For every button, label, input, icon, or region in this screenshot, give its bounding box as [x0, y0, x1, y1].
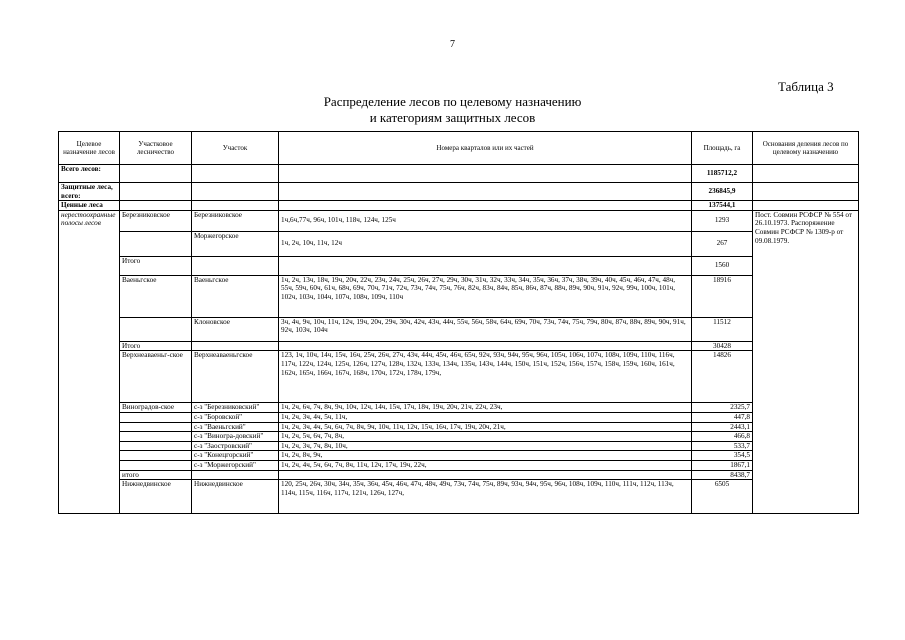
area-cell: 14826 — [692, 351, 753, 403]
header-purpose: Целевое назначение лесов — [59, 132, 120, 165]
valuable-label: Ценные леса — [59, 201, 120, 211]
site-cell: Березниковское — [192, 210, 279, 231]
quarters-cell: 1ч, 2ч, 4ч, 5ч, 6ч, 7ч, 8ч, 11ч, 12ч, 17ч, 19ч, 22ч, — [279, 460, 692, 470]
quarters-cell: 120, 25ч, 26ч, 30ч, 34ч, 35ч, 36ч, 45ч, 46ч, 47ч, 48ч, 49ч, 73ч, 74ч, 75ч, 89ч, 93ч, 94ч, 95ч, 96ч, 108ч, 109ч, 110ч, 111ч, 112ч, 113ч, 114ч, 115ч, 116ч, 117ч, 121ч, 126ч, 127ч, — [279, 480, 692, 514]
table-row — [59, 480, 859, 514]
header-site: Участок — [192, 132, 279, 165]
forestry-cell: Верхнеаваеньг-ское — [120, 351, 192, 403]
site-cell: с-з "Березниковский" — [192, 403, 279, 413]
quarters-cell: 1ч, 2ч, 10ч, 11ч, 12ч — [279, 231, 692, 256]
site-cell: Клоновское — [192, 317, 279, 341]
area-cell: 11512 — [692, 317, 753, 341]
area-cell: 267 — [692, 231, 753, 256]
subtotal-value: 30428 — [692, 341, 753, 351]
site-cell: Ваеньгское — [192, 275, 279, 317]
site-cell: с-з "Виногра-довский" — [192, 432, 279, 442]
quarters-cell: 1ч, 2ч, 8ч, 9ч, — [279, 451, 692, 461]
header-area: Площадь, га — [692, 132, 753, 165]
site-cell: с-з "Заостровский" — [192, 441, 279, 451]
table-row — [59, 201, 859, 211]
area-cell: 6505 — [692, 480, 753, 514]
table-row — [59, 412, 859, 422]
area-cell: 533,7 — [692, 441, 753, 451]
area-cell: 2443,1 — [692, 422, 753, 432]
quarters-cell: 1ч, 2ч, 3ч, 4ч, 5ч, 6ч, 7ч, 8ч, 9ч, 10ч, 11ч, 12ч, 15ч, 16ч, 17ч, 19ч, 20ч, 21ч, — [279, 422, 692, 432]
site-cell: с-з "Моржегорский" — [192, 460, 279, 470]
title-line-2: и категориям защитных лесов — [369, 110, 536, 125]
total-value: 1185712,2 — [692, 165, 753, 183]
table-row — [59, 441, 859, 451]
valuable-value: 137544,1 — [692, 201, 753, 211]
quarters-cell: 1ч, 2ч, 5ч, 6ч, 7ч, 8ч, — [279, 432, 692, 442]
site-cell: с-з "Боровской" — [192, 412, 279, 422]
table-row — [59, 422, 859, 432]
quarters-cell: 1ч, 2ч, 3ч, 7ч, 8ч, 10ч, — [279, 441, 692, 451]
category-cell: нерестоохранные полосы лесов — [59, 210, 120, 513]
area-cell: 18916 — [692, 275, 753, 317]
table-row — [59, 165, 859, 183]
table-row — [59, 275, 859, 317]
subtotal-label: Итого — [120, 341, 192, 351]
total-label: Всего лесов: — [59, 165, 120, 183]
subtotal-value: 1560 — [692, 256, 753, 275]
quarters-cell: 3ч, 4ч, 9ч, 10ч, 11ч, 12ч, 19ч, 20ч, 29ч, 30ч, 42ч, 43ч, 44ч, 55ч, 56ч, 58ч, 64ч, 69ч, 70ч, 73ч, 74ч, 75ч, 79ч, 80ч, 87ч, 88ч, 89ч, 90ч, 91ч, 92ч, 103ч, 104ч — [279, 317, 692, 341]
quarters-cell: 123, 1ч, 10ч, 14ч, 15ч, 16ч, 25ч, 26ч, 27ч, 43ч, 44ч, 45ч, 46ч, 65ч, 92ч, 93ч, 94ч, 95ч, 96ч, 105ч, 106ч, 107ч, 108ч, 109ч, 110ч, 116ч, 117ч, 122ч, 124ч, 125ч, 126ч, 127ч, 128ч, 132ч, 133ч, 134ч, 135ч, 143ч, 144ч, 150ч, 151ч, 152ч, 156ч, 157ч, 158ч, 159ч, 160ч, 161ч, 162ч, 165ч, 166ч, 167ч, 168ч, 170ч, 172ч, 178ч, 179ч, — [279, 351, 692, 403]
table-row — [59, 210, 859, 231]
quarters-cell: 1ч, 2ч, 13ч, 18ч, 19ч, 20ч, 22ч, 23ч, 24ч, 25ч, 26ч, 27ч, 29ч, 30ч, 31ч, 32ч, 33ч, 34ч, 35ч, 36ч, 37ч, 38ч, 39ч, 40ч, 45ч, 46ч, 47ч, 48ч, 55ч, 59ч, 60ч, 61ч, 68ч, 69ч, 70ч, 71ч, 72ч, 73ч, 74ч, 75ч, 76ч, 82ч, 83ч, 84ч, 85ч, 86ч, 87ч, 88ч, 89ч, 90ч, 91ч, 92ч, 99ч, 100ч, 101ч, 102ч, 103ч, 104ч, 107ч, 108ч, 109ч, 110ч — [279, 275, 692, 317]
area-cell: 466,8 — [692, 432, 753, 442]
area-cell: 1867,1 — [692, 460, 753, 470]
site-cell: с-з "Конецгорский" — [192, 451, 279, 461]
table-row — [59, 432, 859, 442]
table-row — [59, 351, 859, 403]
area-cell: 2325,7 — [692, 403, 753, 413]
table-row — [59, 256, 859, 275]
quarters-cell: 1ч, 2ч, 6ч, 7ч, 8ч, 9ч, 10ч, 12ч, 14ч, 15ч, 17ч, 18ч, 19ч, 20ч, 21ч, 22ч, 23ч, — [279, 403, 692, 413]
table-title — [200, 94, 705, 126]
quarters-cell: 1ч, 2ч, 3ч, 4ч, 5ч, 11ч, — [279, 412, 692, 422]
site-cell: с-з "Ваеньгский" — [192, 422, 279, 432]
page-number: 7 — [450, 39, 455, 50]
table-row — [59, 341, 859, 351]
forestry-cell: Нижнедвинское — [120, 480, 192, 514]
subtotal-value: 8438,7 — [692, 470, 753, 480]
area-cell: 447,8 — [692, 412, 753, 422]
forestry-cell: Березниковское — [120, 210, 192, 231]
site-cell: Моржегорское — [192, 231, 279, 256]
table-row — [59, 231, 859, 256]
area-cell: 1293 — [692, 210, 753, 231]
quarters-cell: 1ч,6ч,77ч, 96ч, 101ч, 118ч, 124ч, 125ч — [279, 210, 692, 231]
forestry-cell: Виноградов-ское — [120, 403, 192, 413]
header-quarters: Номера кварталов или их частей — [279, 132, 692, 165]
forest-distribution-table — [58, 131, 859, 514]
header-forestry: Участковое лесничество — [120, 132, 192, 165]
table-row — [59, 183, 859, 201]
table-row — [59, 451, 859, 461]
title-line-1: Распределение лесов по целевому назначению — [323, 94, 582, 109]
site-cell: Нижнедвинское — [192, 480, 279, 514]
table-row — [59, 403, 859, 413]
table-row — [59, 470, 859, 480]
site-cell: Верхнеаваеньгское — [192, 351, 279, 403]
subtotal-label: итого — [120, 470, 192, 480]
table-row — [59, 317, 859, 341]
forestry-cell: Ваеньгское — [120, 275, 192, 317]
basis-cell: Пост. Совмин РСФСР № 554 от 26.10.1973. Распоряжение Совмин РСФСР № 1309-р от 09.08.1979. — [753, 210, 859, 513]
subtotal-label: Итого — [120, 256, 192, 275]
area-cell: 354,5 — [692, 451, 753, 461]
protective-label: Защитные леса, всего: — [59, 183, 120, 201]
table-row — [59, 460, 859, 470]
table-label: Таблица 3 — [778, 79, 834, 94]
header-row — [59, 132, 859, 165]
header-basis: Основания деления лесов по целевому назначению — [753, 132, 859, 165]
protective-value: 236845,9 — [692, 183, 753, 201]
